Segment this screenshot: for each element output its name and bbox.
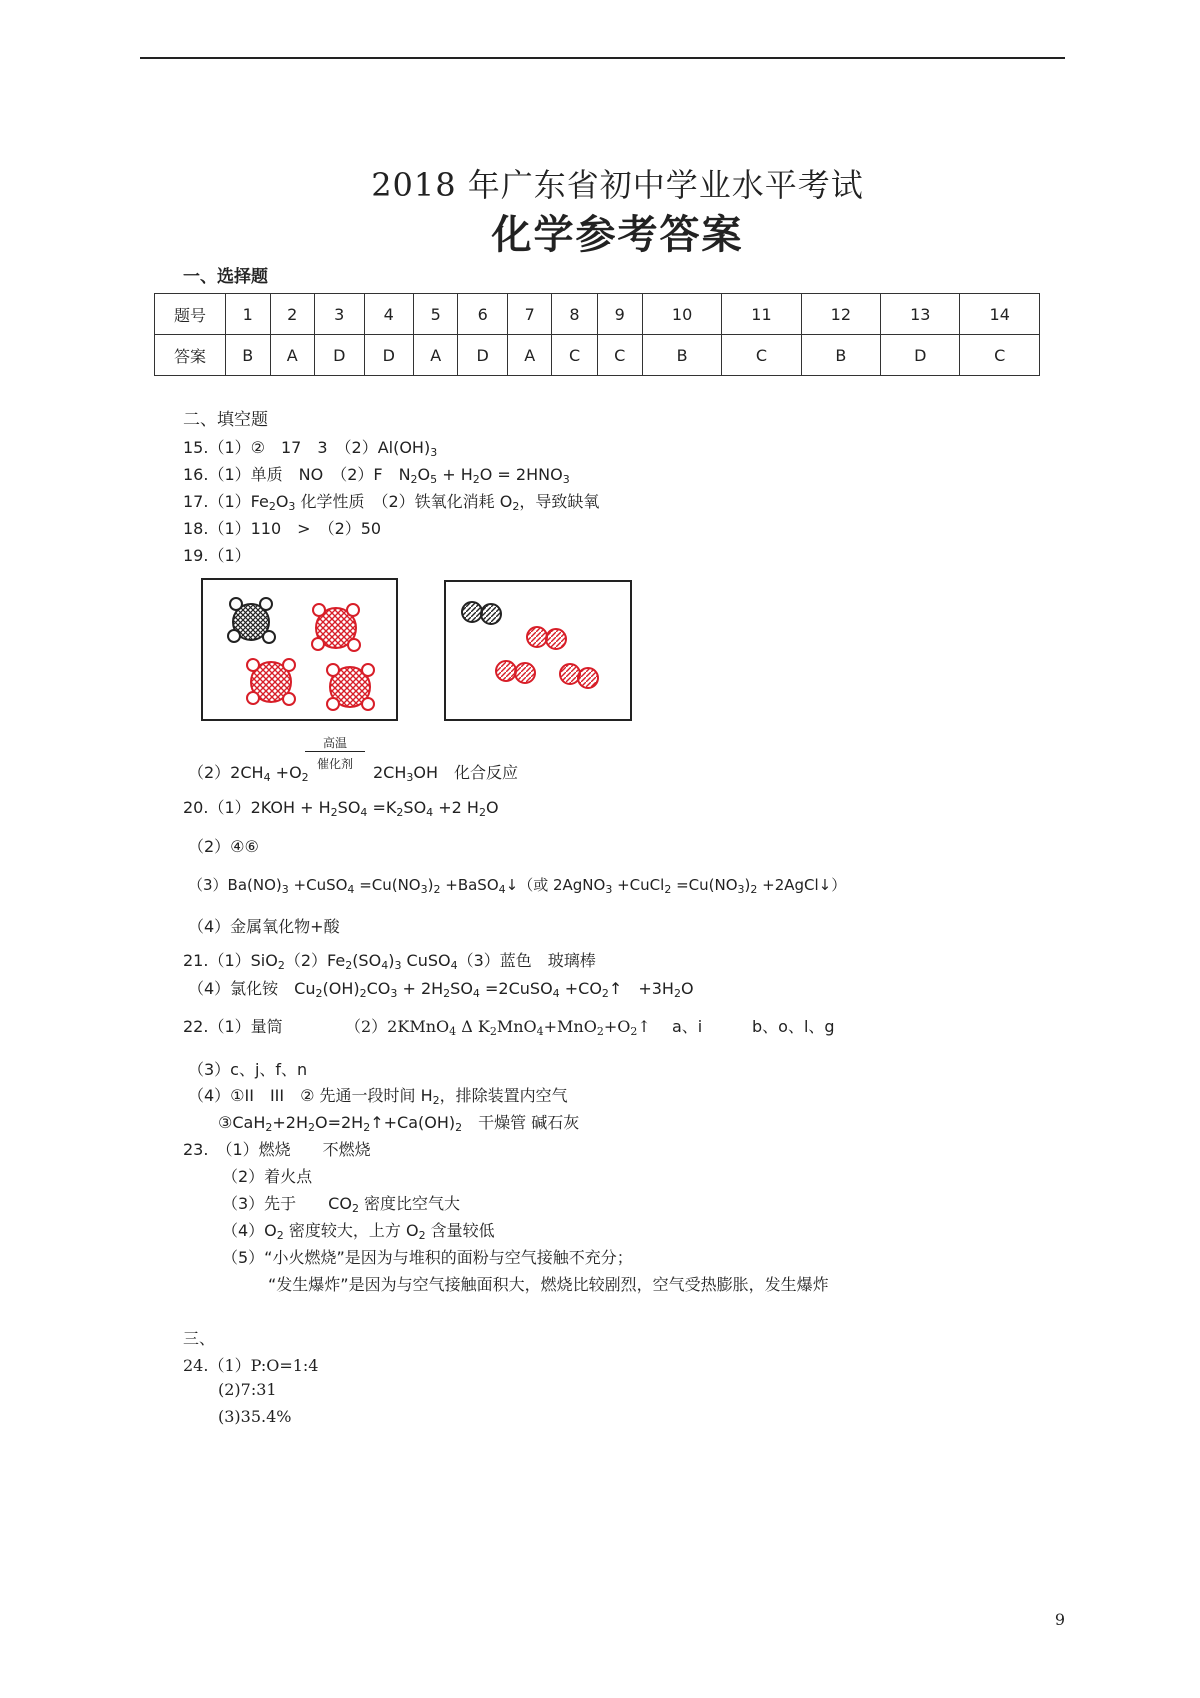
table-cell: 1 — [226, 294, 271, 335]
table-row-questions — [155, 294, 1040, 335]
table-cell: 9 — [597, 294, 642, 335]
answer-23-1: 23. （1）燃烧 不燃烧 — [183, 1140, 371, 1159]
section-calc-heading: 三、 — [183, 1329, 216, 1348]
table-cell: C — [960, 335, 1040, 376]
table-cell: D — [314, 335, 364, 376]
answer-24-1: 24.（1）P:O=1:4 — [183, 1356, 319, 1375]
table-cell: A — [414, 335, 458, 376]
answer-19-1: 19.（1） — [183, 546, 251, 565]
answer-20-1: $20.(1)2KOH + H_2SO_4 =K_2SO_4 +2$ $H_2O$ — [183, 798, 499, 819]
table-cell: A — [507, 335, 551, 376]
answer-19-2-left: $(2)2CH_4 +O_2$ — [188, 763, 309, 784]
methane-molecule — [247, 659, 295, 705]
table-cell: 10 — [642, 294, 721, 335]
methane-molecule — [327, 664, 374, 710]
table-cell: D — [364, 335, 414, 376]
table-cell: 3 — [314, 294, 364, 335]
answer-23-6: “发生爆炸”是因为与空气接触面积大，燃烧比较剧烈，空气受热膨胀，发生爆炸 — [268, 1275, 829, 1294]
table-cell: B — [801, 335, 880, 376]
methane-molecule — [312, 604, 360, 651]
page-number: 9 — [1054, 1610, 1065, 1629]
oxygen-molecule — [496, 661, 535, 683]
answer-22-1: 22.（1）量筒 — [183, 1017, 283, 1036]
molecule-drawing-before — [203, 580, 396, 719]
answer-21-1: $21.(1)SiO_2(2)Fe_2(SO_4)_3$ CuSO$_4$（3）蓝色 玻璃棒 — [183, 951, 596, 972]
answer-17: $17.(1)Fe_2O_3$ 化学性质 （2）铁氧化消耗 $O_2$，导致缺氧 — [183, 492, 600, 513]
oxygen-molecule — [560, 664, 598, 688]
oxygen-molecule — [527, 627, 566, 649]
answer-title: 化学参考答案 — [491, 211, 744, 258]
reaction-condition-top: 高温 — [305, 734, 365, 752]
answer-22-2-b: b、o、l、g — [752, 1017, 835, 1036]
table-cell: B — [226, 335, 271, 376]
oxygen-molecule — [462, 602, 501, 624]
answer-22-2-a: a、i — [672, 1017, 703, 1036]
answer-23-4: $(4)O_2$ 密度较大，上方 $O_2$ 含量较低 — [222, 1221, 495, 1242]
reaction-condition-bottom: 催化剂 — [316, 757, 353, 771]
table-cell: 12 — [801, 294, 880, 335]
answer-23-5: （5）“小火燃烧”是因为与堆积的面粉与空气接触不充分； — [222, 1248, 633, 1267]
answer-22-2-equation: （2）2KMnO$_4$ Δ $K_2MnO_4+MnO_2+O_2↑$ — [345, 1017, 651, 1038]
table-cell: D — [458, 335, 508, 376]
answer-21-2: （4）氯化铵 $Cu_2(OH)_2CO_3 + 2H_2SO_4$ =2CuSO$_4$ $+CO_2↑$ $+3H_2O$ — [188, 979, 694, 1000]
table-cell: 8 — [552, 294, 597, 335]
answer-24-2: (2)7:31 — [218, 1380, 277, 1399]
table-cell: C — [597, 335, 642, 376]
section-fill-heading: 二、填空题 — [183, 410, 268, 430]
answer-18: 18.（1）110 > （2）50 — [183, 519, 382, 538]
molecule-diagram-oxygen — [444, 580, 632, 721]
answer-19-2-right: $2CH_3OH$ 化合反应 — [373, 763, 519, 784]
answer-20-2: （2）④⑥ — [188, 837, 259, 856]
top-rule — [140, 57, 1065, 59]
answer-20-3: $(3)Ba(NO)_3$ +CuSO$_4$ $=Cu(NO_3)_2$ +BaSO$_4$↓（或 2AgNO$_3$ +CuCl$_2$ $=Cu(NO_3)_2$ +2AgCl↓） — [188, 876, 847, 896]
answer-23-2: （2）着火点 — [222, 1167, 313, 1186]
table-row-answers — [155, 335, 1040, 376]
answer-20-4: （4）金属氧化物+酸 — [188, 917, 340, 936]
table-cell: 6 — [458, 294, 508, 335]
answer-22-4a: （4）①II III ② 先通一段时间 $H_2$，排除装置内空气 — [188, 1086, 568, 1107]
table-cell: 5 — [414, 294, 458, 335]
table-cell: B — [642, 335, 721, 376]
answer-16: 16.（1）单质 NO （2）F $N_2O_5 + H_2O = 2HNO_3$ — [183, 465, 570, 486]
methane-molecule — [228, 598, 275, 643]
table-cell: 14 — [960, 294, 1040, 335]
table-cell: 11 — [722, 294, 801, 335]
table-cell-label: 答案 — [155, 335, 226, 376]
answer-15: 15.（1）② 17 3 $(2)Al(OH)_3$ — [183, 438, 438, 459]
answer-22-3: （3）c、j、f、n — [188, 1060, 308, 1079]
answer-24-3: (3)35.4% — [218, 1407, 292, 1426]
molecule-diagram-before — [201, 578, 398, 721]
molecule-drawing-oxygen — [446, 582, 630, 719]
table-cell: 7 — [507, 294, 551, 335]
exam-title: 2018 年广东省初中学业水平考试 — [371, 166, 864, 204]
answer-table — [154, 293, 1040, 376]
table-cell: C — [722, 335, 801, 376]
answer-23-3: （3）先于 $CO_2$ 密度比空气大 — [222, 1194, 461, 1215]
section-choice-heading: 一、选择题 — [183, 267, 268, 287]
table-cell: 13 — [881, 294, 960, 335]
table-cell: D — [881, 335, 960, 376]
table-cell-label: 题号 — [155, 294, 226, 335]
answer-22-4b: $③CaH_2+2H_2O=2H_2↑+Ca(OH)_2$ 干燥管 碱石灰 — [218, 1113, 580, 1134]
table-cell: 4 — [364, 294, 414, 335]
table-cell: C — [552, 335, 597, 376]
table-cell: A — [270, 335, 314, 376]
table-cell: 2 — [270, 294, 314, 335]
